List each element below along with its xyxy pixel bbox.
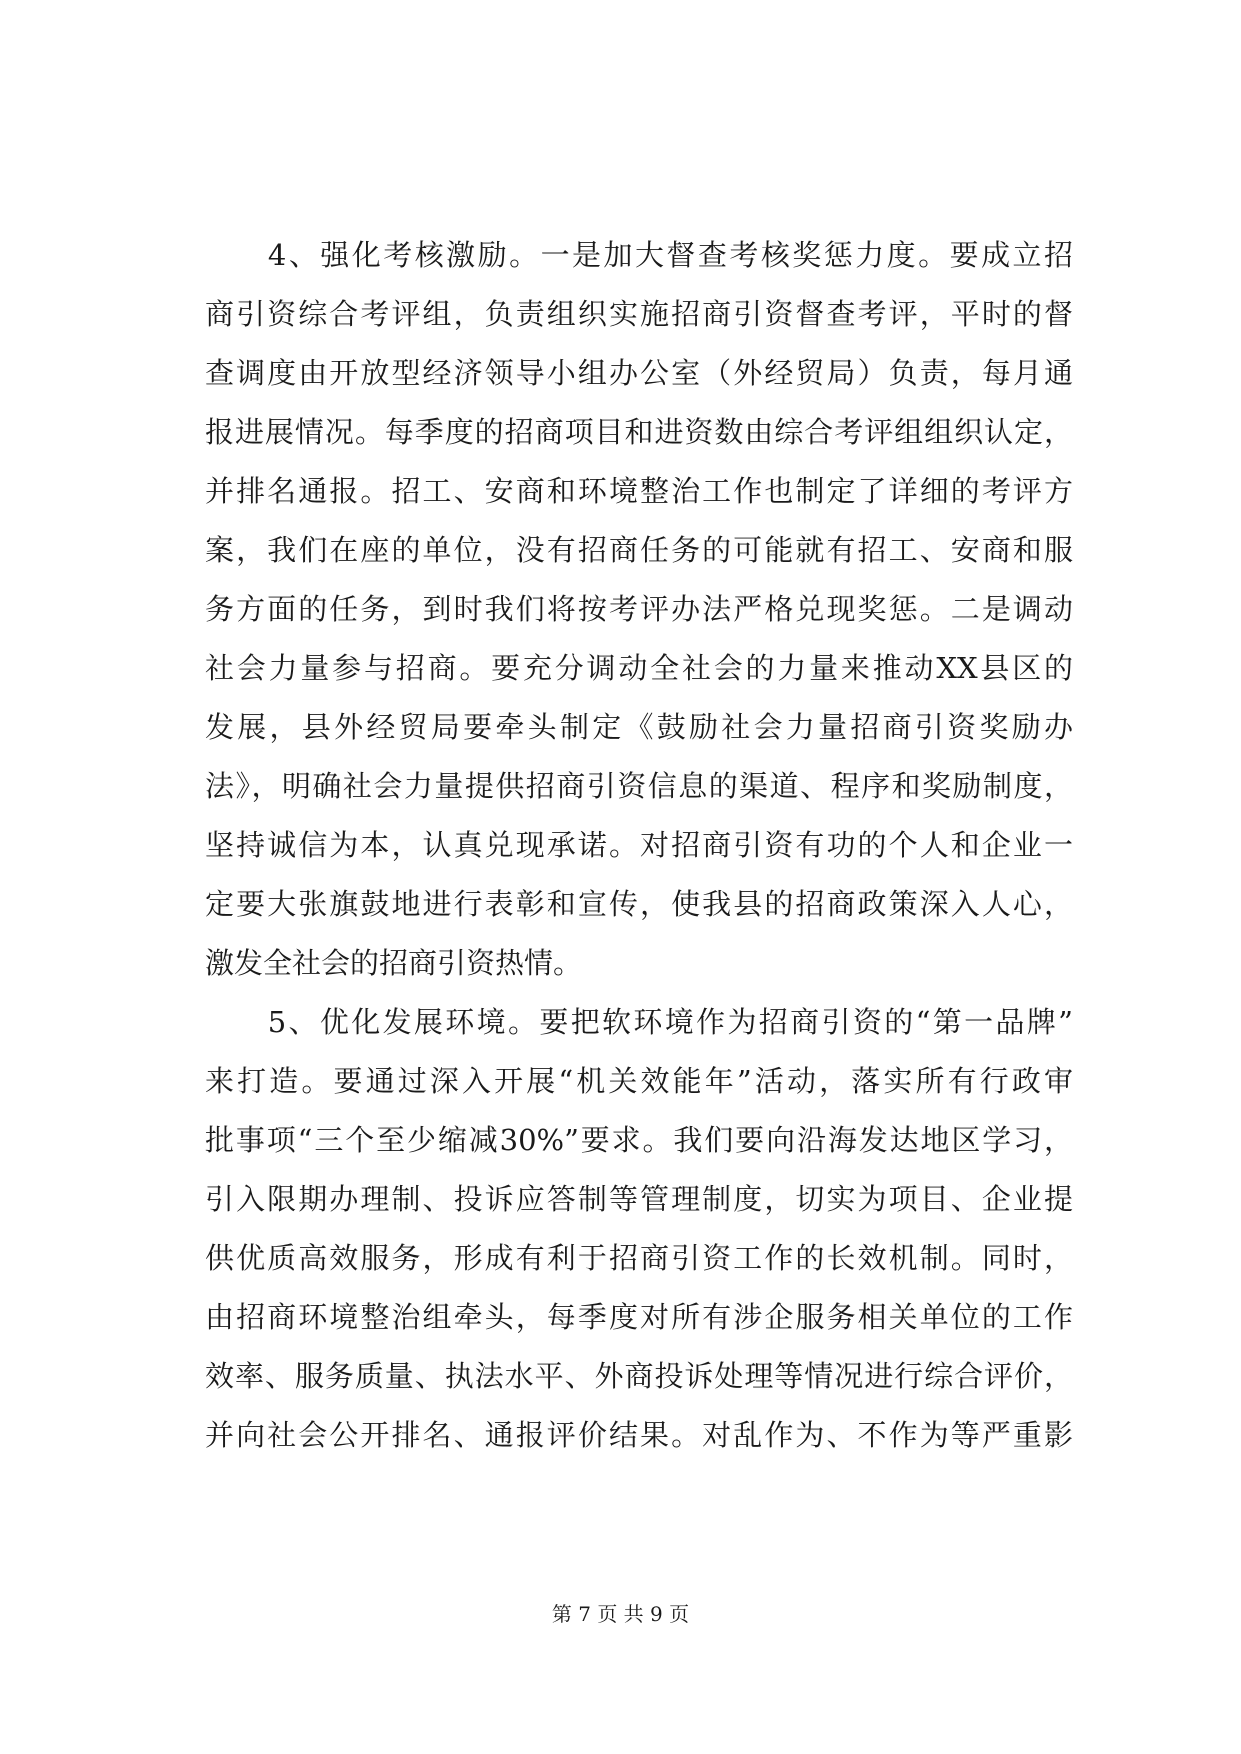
paragraph-line: 由招商环境整治组牵头，每季度对所有涉企服务相关单位的工作: [205, 1300, 1073, 1334]
paragraph-line: 法》，明确社会力量提供招商引资信息的渠道、程序和奖励制度，: [205, 769, 1073, 803]
paragraph-line: 社会力量参与招商。要充分调动全社会的力量来推动XX县区的: [205, 651, 1073, 685]
paragraph-line: 报进展情况。每季度的招商项目和进资数由综合考评组组织认定，: [205, 415, 1073, 449]
paragraph-line: 来打造。要通过深入开展“机关效能年”活动，落实所有行政审: [205, 1064, 1073, 1098]
paragraph-line: 5、优化发展环境。要把软环境作为招商引资的“第一品牌”: [205, 1005, 1073, 1039]
paragraph-line: 批事项“三个至少缩减30%”要求。我们要向沿海发达地区学习，: [205, 1123, 1073, 1157]
paragraph-4: [205, 226, 1073, 993]
paragraph-line: 供优质高效服务，形成有利于招商引资工作的长效机制。同时，: [205, 1241, 1073, 1275]
page-footer: [0, 1600, 1241, 1628]
paragraph-line: 并排名通报。招工、安商和环境整治工作也制定了详细的考评方: [205, 474, 1073, 508]
paragraph-line: 查调度由开放型经济领导小组办公室（外经贸局）负责，每月通: [205, 356, 1073, 390]
paragraph-line: 4、强化考核激励。一是加大督查考核奖惩力度。要成立招: [205, 238, 1073, 272]
paragraph-5: [205, 993, 1073, 1465]
paragraph-line: 发展，县外经贸局要牵头制定《鼓励社会力量招商引资奖励办: [205, 710, 1073, 744]
paragraph-line: 务方面的任务，到时我们将按考评办法严格兑现奖惩。二是调动: [205, 592, 1073, 626]
paragraph-line: 商引资综合考评组，负责组织实施招商引资督查考评，平时的督: [205, 297, 1073, 331]
paragraph-line: 定要大张旗鼓地进行表彰和宣传，使我县的招商政策深入人心，: [205, 887, 1073, 921]
paragraph-line: 引入限期办理制、投诉应答制等管理制度，切实为项目、企业提: [205, 1182, 1073, 1216]
paragraph-line: 效率、服务质量、执法水平、外商投诉处理等情况进行综合评价，: [205, 1359, 1073, 1393]
page-number: 第 7 页 共 9 页: [551, 1602, 690, 1626]
body-text: [205, 226, 1073, 1465]
paragraph-line: 激发全社会的招商引资热情。: [205, 946, 583, 980]
paragraph-line: 并向社会公开排名、通报评价结果。对乱作为、不作为等严重影: [205, 1418, 1073, 1452]
paragraph-line: 坚持诚信为本，认真兑现承诺。对招商引资有功的个人和企业一: [205, 828, 1073, 862]
paragraph-line: 案，我们在座的单位，没有招商任务的可能就有招工、安商和服: [205, 533, 1073, 567]
